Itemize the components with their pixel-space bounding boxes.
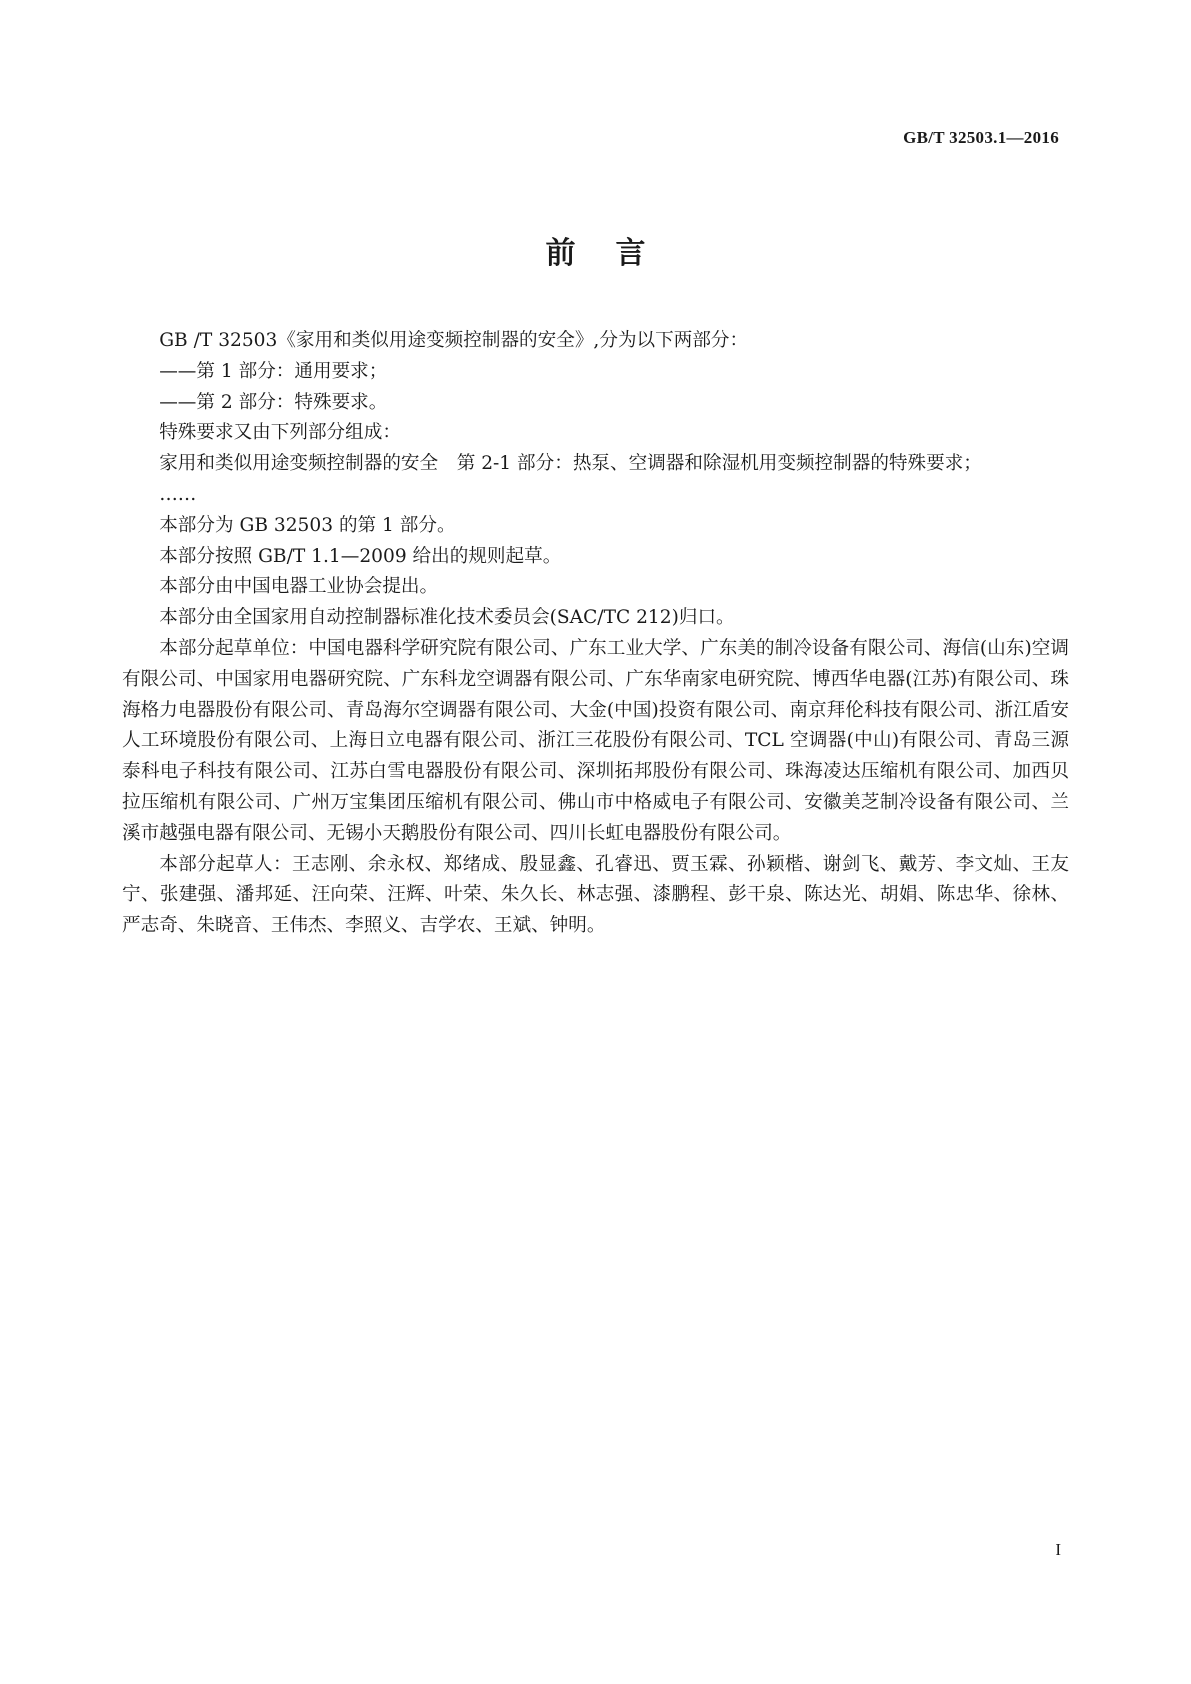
page-number: I — [1055, 1540, 1061, 1559]
paragraph-part-2-1: 家用和类似用途变频控制器的安全 第 2-1 部分：热泵、空调器和除湿机用变频控制器的特殊要求； — [159, 453, 982, 475]
paragraph-ellipsis: …… — [159, 483, 197, 505]
paragraph-drafting-rules: 本部分按照 GB/T 1.1—2009 给出的规则起草。 — [159, 545, 562, 567]
foreword-body — [122, 326, 1069, 942]
paragraph-committee: 本部分由全国家用自动控制器标准化技术委员会(SAC/TC 212)归口。 — [159, 607, 735, 629]
paragraph-proposer: 本部分由中国电器工业协会提出。 — [159, 576, 439, 598]
page-title: 前言 — [545, 236, 686, 271]
paragraph-special-parts: 特殊要求又由下列部分组成： — [159, 422, 401, 444]
paragraph-part-of: 本部分为 GB 32503 的第 1 部分。 — [159, 514, 456, 536]
list-item-part1: ——第 1 部分：通用要求； — [159, 360, 388, 382]
paragraph-drafting-units: 本部分起草单位：中国电器科学研究院有限公司、广东工业大学、广东美的制冷设备有限公司、海信(山东)空调有限公司、中国家用电器研究院、广东科龙空调器有限公司、广东华南家电研究院、博西华电器(江苏)有限公司、珠海格力电器股份有限公司、青岛海尔空调器有限公司、大金(中国)投资有限公司、南京拜伦科技有限公司、浙江盾安人工环境股份有限公司、上海日立电器有限公司、浙江三花股份有限公司、TCL 空调器(中山)有限公司、青岛三源泰科电子科技有限公司、江苏白雪电器股份有限公司、深圳拓邦股份有限公司、珠海凌达压缩机有限公司、加西贝拉压缩机有限公司、广州万宝集团压缩机有限公司、佛山市中格威电子有限公司、安徽美芝制冷设备有限公司、兰溪市越强电器有限公司、无锡小天鹅股份有限公司、四川长虹电器股份有限公司。 — [122, 637, 1069, 844]
standard-number: GB/T 32503.1—2016 — [903, 128, 1059, 147]
paragraph-intro: GB /T 32503《家用和类似用途变频控制器的安全》,分为以下两部分： — [159, 330, 749, 351]
paragraph-drafters: 本部分起草人：王志刚、余永权、郑绪成、殷显鑫、孔睿迅、贾玉霖、孙颖楷、谢剑飞、戴芳、李文灿、王友宁、张建强、潘邦延、汪向荣、汪辉、叶荣、朱久长、林志强、漆鹏程、彭干泉、陈达光、胡娟、陈忠华、徐林、严志奇、朱晓音、王伟杰、李照义、吉学农、王斌、钟明。 — [122, 853, 1069, 937]
list-item-part2: ——第 2 部分：特殊要求。 — [159, 391, 388, 413]
